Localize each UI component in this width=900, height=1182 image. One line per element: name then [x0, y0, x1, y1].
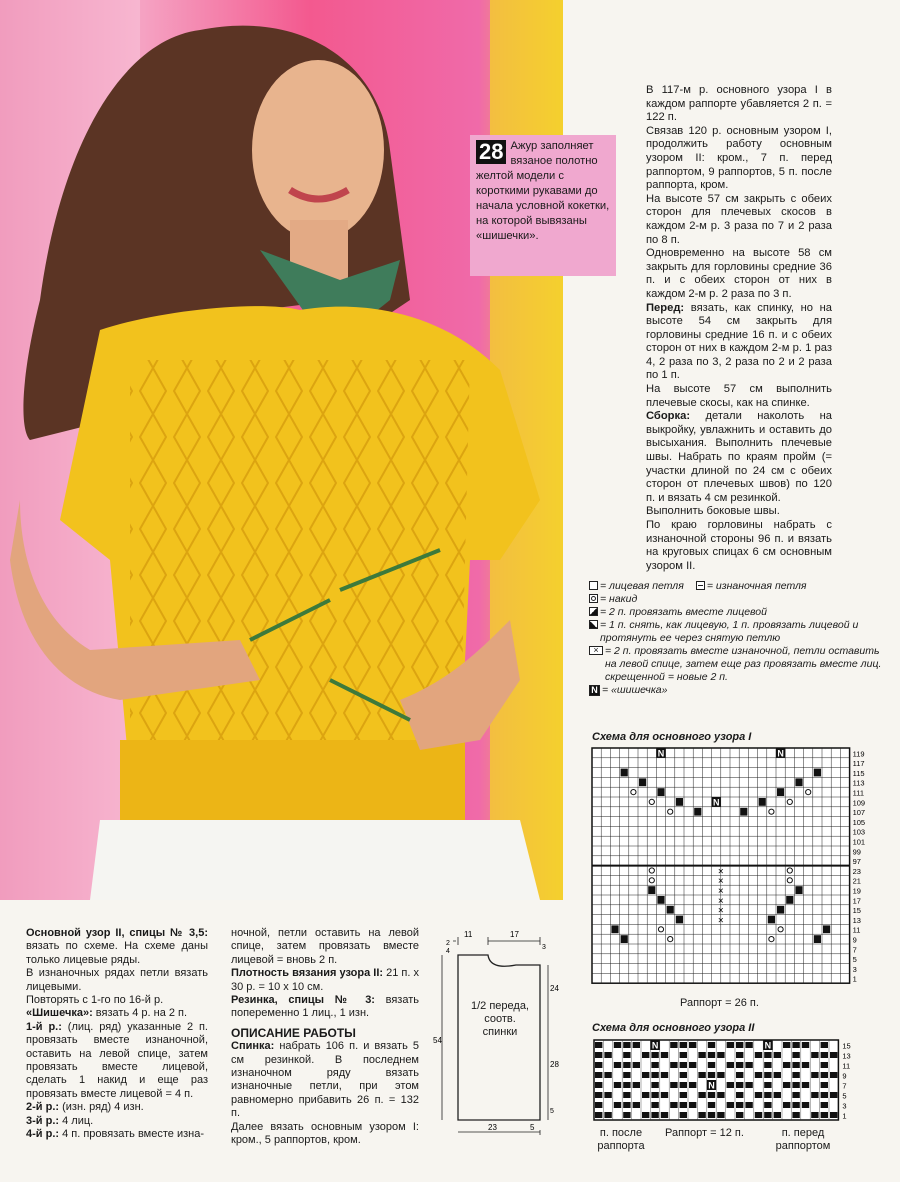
- symbol-legend: [589, 580, 889, 697]
- chart1-row-number: 3: [852, 964, 857, 974]
- chart1-row-number: 97: [852, 857, 861, 867]
- right-paragraph: На высоте 57 см закрыть с обеих сторон для плечевых скосов в каждом 2-м р. 3 раза по 7 и 2 раза по 8 п.: [646, 192, 832, 246]
- bottom-column-2: [231, 927, 419, 1148]
- chart2-row-number: 1: [842, 1111, 847, 1121]
- chart1-row-number: 101: [852, 837, 866, 847]
- dim-neck-left: 4: [446, 948, 450, 955]
- chart1-row-number: 113: [852, 778, 865, 788]
- chart1-row-number: 11: [852, 925, 861, 935]
- legend-text: = 2 п. провязать вместе лицевой: [600, 606, 767, 618]
- right-paragraph: В 117-м р. основного узора I в каждом раппорте убавляется 2 п. = 122 п.: [646, 84, 832, 124]
- chart1-row-number: 17: [852, 896, 861, 906]
- chart1-row-number: 117: [852, 759, 865, 769]
- chart2-row-number: 7: [842, 1081, 847, 1091]
- legend-text: = изнаночная петля: [706, 580, 807, 592]
- right-paragraph: Сборка: детали наколоть на выкройку, увлажнить и оставить до высыхания. Выполнить плечевые швы. Набрать по краям пройм (= участки длиной по 24 см с обеих сторон от плечевых швов) по 120 п. и вязать 4 см резинкой.: [646, 410, 832, 504]
- chart1-row-number: 109: [852, 798, 866, 808]
- chart1-row-number: 5: [852, 955, 857, 965]
- legend-text: = 1 п. снять, как лицевую, 1 п. провязать лицевой и протянуть ее через снятую петлю: [600, 619, 859, 644]
- legend-text: = лицевая петля: [600, 580, 684, 592]
- cross-cell-icon: ×: [589, 646, 603, 655]
- dim-shoulder: 3: [542, 944, 546, 951]
- dim-neck-small: 2: [446, 940, 450, 947]
- col1-paragraph: 3-й р.: 4 лиц.: [26, 1114, 94, 1127]
- svg-text:×: ×: [717, 915, 724, 927]
- chart1-row-number: 99: [852, 847, 861, 857]
- svg-text:×: ×: [717, 905, 724, 917]
- bobble-mark: N: [777, 748, 784, 759]
- chart1-row-number: 21: [852, 876, 861, 886]
- chart1-row-number: 23: [852, 866, 861, 876]
- chart1-row-number: 9: [852, 935, 857, 945]
- chart1-row-number: 107: [852, 808, 866, 818]
- legend-text: = накид: [600, 593, 638, 605]
- chart1-row-number: 105: [852, 817, 866, 827]
- chart1-row-number: 15: [852, 906, 861, 916]
- chart2-row-number: 15: [842, 1041, 851, 1051]
- svg-text:×: ×: [717, 895, 724, 907]
- dim-width: 23: [488, 1123, 497, 1132]
- col2-paragraph: Резинка, спицы № 3: вязать попеременно 1 лиц., 1 изн.: [231, 994, 419, 1020]
- svg-text:×: ×: [717, 886, 724, 897]
- chart1-row-number: 103: [852, 827, 866, 837]
- chart2-row-number: 9: [842, 1071, 847, 1081]
- chart2-after-label: п. перед раппортом: [775, 1127, 831, 1152]
- model-number: 28: [476, 140, 506, 164]
- col2-paragraph: ОПИСАНИЕ РАБОТЫ: [231, 1025, 356, 1040]
- legend-row: [589, 645, 889, 684]
- legend-row: [589, 684, 889, 697]
- bobble-mark: N: [712, 797, 720, 808]
- bobble-mark: N: [708, 1080, 715, 1091]
- legend-row: [589, 606, 889, 619]
- bobble-mark: N: [657, 748, 665, 759]
- col1-paragraph: 1-й р.: (лиц. ряд) указанные 2 п. провязать вместе изнаночной, оставить на левой спице, затем провязать вместе лицевой, сделать 1 накид и еще раз провязать вместе лицевой = 4 п.: [26, 1020, 208, 1100]
- right-paragraph: По краю горловины набрать с изнаночной стороны 96 п. и вязать на круговых спицах 6 см основным узором II.: [646, 519, 832, 572]
- dim-armhole: 24: [550, 984, 559, 993]
- dim-bottom: 5: [550, 1108, 554, 1115]
- caption-text: Ажур заполняет вязаное полотно желтой модели с короткими рукавами до начала условной кокетки, на которой вывязаны «шишечки».: [476, 140, 610, 242]
- chart1-row-number: 115: [852, 768, 865, 778]
- col1-paragraph: Повторять с 1-го по 16-й р.: [26, 994, 164, 1007]
- chart1-title: Схема для основного узора I: [592, 731, 752, 743]
- bobble-mark: N: [651, 1040, 659, 1051]
- right-instructions: [646, 84, 832, 573]
- chart1-row-number: 119: [852, 749, 865, 759]
- chart1-row-number: 111: [852, 788, 865, 798]
- right-paragraph: Одновременно на высоте 58 см закрыть для горловины средние 36 п. и с обеих сторон от них в каждом 2-м р. 2 раза по 3 п.: [646, 247, 832, 300]
- chart2-row-number: 11: [842, 1061, 851, 1071]
- col2-paragraph: ночной, петли оставить на левой спице, затем провязать вместе лицевой = вновь 2 п.: [231, 927, 419, 966]
- legend-text: = 2 п. провязать вместе изнаночной, петли оставить на левой спице, затем еще раз провязать вместе лиц. скрещенной = новые 2 п.: [605, 645, 882, 683]
- chart1-row-number: 19: [852, 886, 861, 896]
- col2-paragraph: Плотность вязания узора II: 21 п. x 30 р. = 10 x 10 см.: [231, 967, 419, 993]
- bobble-cell-icon: N: [589, 685, 600, 696]
- chart1-row-number: 1: [852, 974, 857, 984]
- right-paragraph: На высоте 57 см выполнить плечевые скосы, как на спинке.: [646, 383, 832, 409]
- dim-top-right: 17: [510, 930, 519, 939]
- chart2-title: Схема для основного узора II: [592, 1022, 755, 1034]
- chart2-grid: [592, 1038, 862, 1124]
- minus-cell-icon: [696, 581, 705, 590]
- col1-paragraph: «Шишечка»: вязать 4 р. на 2 п.: [26, 1007, 188, 1020]
- legend-row: [589, 593, 889, 606]
- bottom-column-1: [26, 927, 208, 1142]
- chart2-repeat-label: Раппорт = 12 п.: [665, 1127, 744, 1139]
- svg-text:×: ×: [717, 866, 724, 878]
- photo-caption: [470, 135, 616, 276]
- legend-row: [589, 580, 889, 593]
- dim-top-left: 11: [464, 930, 473, 939]
- blank-cell-icon: [589, 581, 598, 590]
- chart2-row-number: 13: [842, 1051, 851, 1061]
- dim-body: 28: [550, 1060, 559, 1069]
- ring-cell-icon: [589, 594, 598, 603]
- col1-paragraph: 2-й р.: (изн. ряд) 4 изн.: [26, 1101, 144, 1114]
- chart2-row-number: 5: [842, 1091, 847, 1101]
- chart1-repeat-label: Раппорт = 26 п.: [680, 997, 759, 1009]
- left-decrease-icon: [589, 607, 598, 616]
- col1-paragraph: Основной узор II, спицы № 3,5: вязать по схеме. На схеме даны только лицевые ряды.: [26, 927, 208, 966]
- dim-side: 5: [530, 1123, 535, 1132]
- chart2-before-label: п. после раппорта: [597, 1127, 645, 1152]
- col1-paragraph: В изнаночных рядах петли вязать лицевыми.: [26, 967, 208, 993]
- bobble-mark: N: [764, 1040, 772, 1051]
- legend-row: [589, 619, 889, 645]
- chart1-row-number: 13: [852, 915, 861, 925]
- svg-text:×: ×: [717, 876, 724, 888]
- right-decrease-icon: [589, 620, 598, 629]
- right-paragraph: Перед: вязать, как спинку, но на высоте 54 см закрыть для горловины средние 16 п. и с обеих сторон от них в каждом 2-м р. 1 раз 4, 2 раза по 3, 2 раза по 2 и 2 раза по 1 п.: [646, 301, 832, 382]
- col2-paragraph: Далее вязать основным узором I: кром., 5 раппортов, кром.: [231, 1120, 419, 1147]
- chart1-grid: [590, 746, 880, 1008]
- col2-paragraph: Спинка: набрать 106 п. и вязать 5 см резинкой. В последнем изнаночном ряду вязать изнаночные петли, при этом равномерно прибавить 26 п. = 132 п.: [231, 1040, 419, 1120]
- chart2-row-number: 3: [842, 1101, 847, 1111]
- right-paragraph: Выполнить боковые швы.: [646, 505, 780, 518]
- chart1-row-number: 7: [852, 945, 857, 955]
- col1-paragraph: 4-й р.: 4 п. провязать вместе изна-: [26, 1128, 204, 1141]
- right-paragraph: Связав 120 р. основным узором I, продолжить работу основным узором II: кром., 7 п. перед раппортом, 9 раппортов, 5 п. после раппорта, кром.: [646, 124, 832, 192]
- schematic-label: 1/2 переда, соотв. спинки: [470, 1000, 529, 1038]
- legend-text: = «шишечка»: [602, 684, 668, 696]
- dim-height: 54: [433, 1036, 442, 1045]
